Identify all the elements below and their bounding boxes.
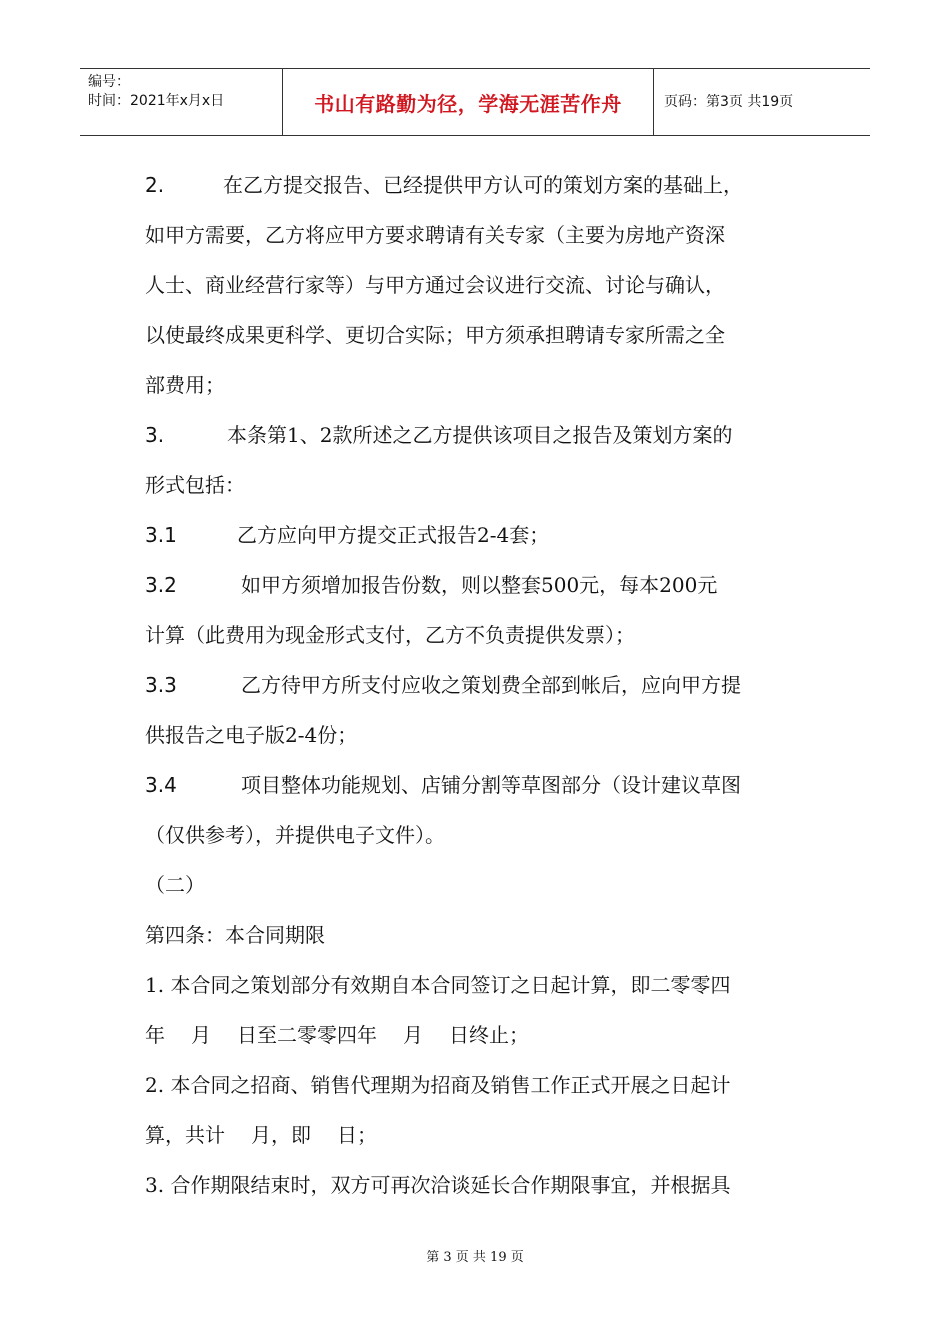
clause-number: 2. [145, 173, 165, 197]
clause-number: 3.3 [145, 673, 177, 697]
term-text: 日终止； [449, 1023, 529, 1047]
header-meta [80, 69, 282, 135]
page-number-label: 页码：第3页 共19页 [664, 93, 794, 110]
clause-text: 在乙方提交报告、已经提供甲方认可的策划方案的基础上， [223, 173, 743, 197]
term-text: 月 [191, 1023, 211, 1047]
paragraph-line: 以使最终成果更科学、更切合实际；甲方须承担聘请专家所需之全 [145, 323, 725, 347]
paragraph-line [145, 410, 810, 460]
paragraph-line: 部费用； [145, 373, 225, 397]
paragraph-line: 供报告之电子版2-4份； [145, 723, 358, 747]
paragraph-line: 人士、商业经营行家等）与甲方通过会议进行交流、讨论与确认， [145, 273, 725, 297]
paragraph-line: 计算（此费用为现金形式支付，乙方不负责提供发票）； [145, 623, 635, 647]
term-text: 年 [145, 1023, 165, 1047]
term-text: 日； [337, 1123, 377, 1147]
paragraph-line [145, 560, 810, 610]
paragraph-line: 3. 合作期限结束时，双方可再次洽谈延长合作期限事宜，并根据具 [145, 1173, 731, 1197]
paragraph-line [145, 760, 810, 810]
date-label: 时间：2021年x月x日 [88, 93, 225, 109]
section-heading: （二） [145, 873, 205, 897]
clause-text: 如甲方须增加报告份数，则以整套500元，每本200元 [241, 573, 718, 597]
document-number-label: 编号： [88, 74, 130, 90]
clause-text: 乙方应向甲方提交正式报告2-4套； [237, 523, 550, 547]
paragraph-line [145, 660, 810, 710]
paragraph-line: 1. 本合同之策划部分有效期自本合同签订之日起计算，即二零零四 [145, 973, 731, 997]
paragraph-line [145, 160, 810, 210]
article-heading: 第四条：本合同期限 [145, 923, 325, 947]
term-text: 日至二零零四年 [237, 1023, 377, 1047]
paragraph-line: 2. 本合同之招商、销售代理期为招商及销售工作正式开展之日起计 [145, 1073, 731, 1097]
paragraph-line [145, 1110, 810, 1160]
clause-number: 3.4 [145, 773, 177, 797]
page-footer: 第 3 页 共 19 页 [426, 1250, 524, 1265]
clause-number: 3.2 [145, 573, 177, 597]
clause-text: 乙方待甲方所支付应收之策划费全部到帐后，应向甲方提 [241, 673, 741, 697]
header-motto-cell [282, 69, 654, 135]
clause-number: 3. [145, 423, 165, 447]
paragraph-line [145, 1010, 810, 1060]
clause-text: 项目整体功能规划、店铺分割等草图部分（设计建议草图 [241, 773, 741, 797]
motto-text: 书山有路勤为径，学海无涯苦作舟 [314, 91, 622, 116]
header-page-cell [654, 69, 870, 135]
paragraph-line: （仅供参考），并提供电子文件）。 [145, 823, 445, 847]
paragraph-line: 如甲方需要，乙方将应甲方要求聘请有关专家（主要为房地产资深 [145, 223, 725, 247]
term-text: 月，即 [251, 1123, 311, 1147]
paragraph-line [145, 510, 810, 560]
paragraph-line: 形式包括： [145, 473, 245, 497]
term-text: 月 [403, 1023, 423, 1047]
clause-text: 本条第1、2款所述之乙方提供该项目之报告及策划方案的 [227, 423, 733, 447]
term-text: 算，共计 [145, 1123, 225, 1147]
page-header [80, 68, 870, 136]
document-body [145, 160, 810, 1210]
clause-number: 3.1 [145, 523, 177, 547]
